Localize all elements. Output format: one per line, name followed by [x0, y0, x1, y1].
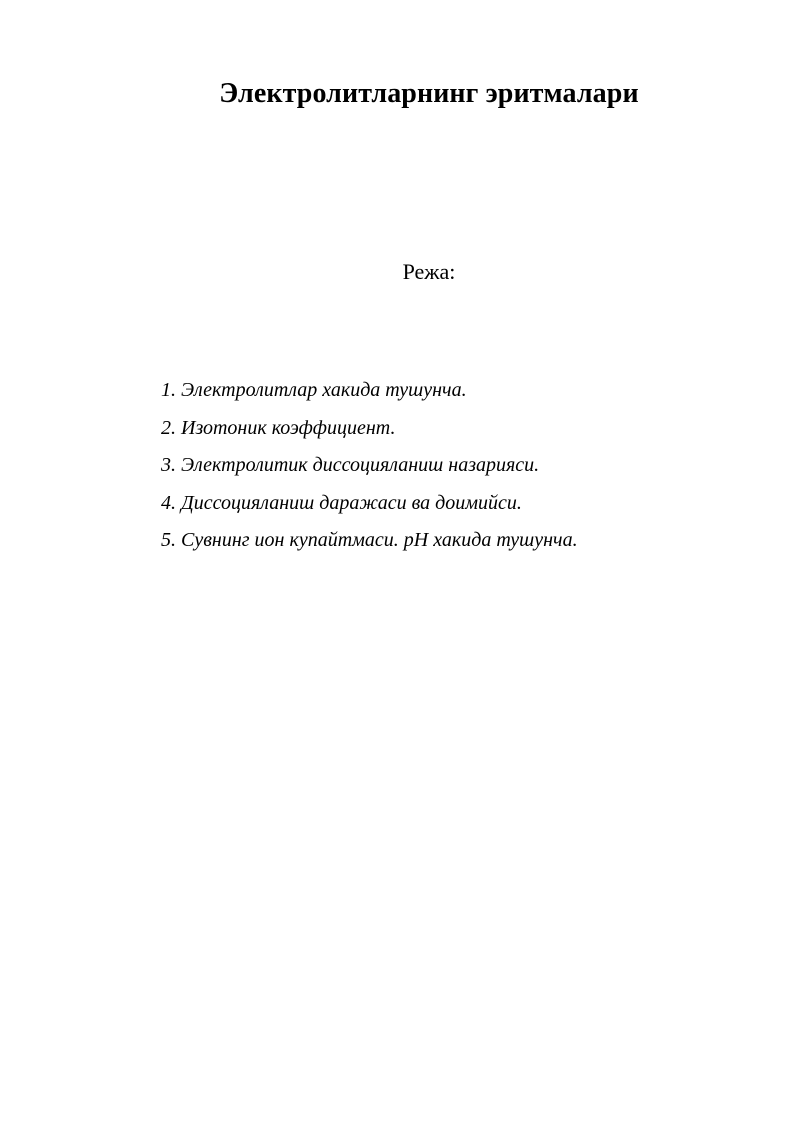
document-title: Электролитларнинг эритмалари	[219, 78, 639, 109]
outline-item-5: 5. Сувнинг ион купайтмаси. рН хакида тушунча.	[161, 529, 578, 551]
plan-heading: Режа:	[402, 259, 456, 284]
outline-item-4: 4. Диссоцияланиш даражаси ва доимийси.	[161, 491, 522, 514]
outline-item-3: 3. Электролитик диссоцияланиш назарияси.	[161, 454, 540, 476]
outline-item-2: 2. Изотоник коэффициент.	[161, 416, 396, 439]
outline-item-1: 1. Электролитлар хакида тушунча.	[161, 379, 467, 401]
outline-list	[161, 372, 578, 560]
